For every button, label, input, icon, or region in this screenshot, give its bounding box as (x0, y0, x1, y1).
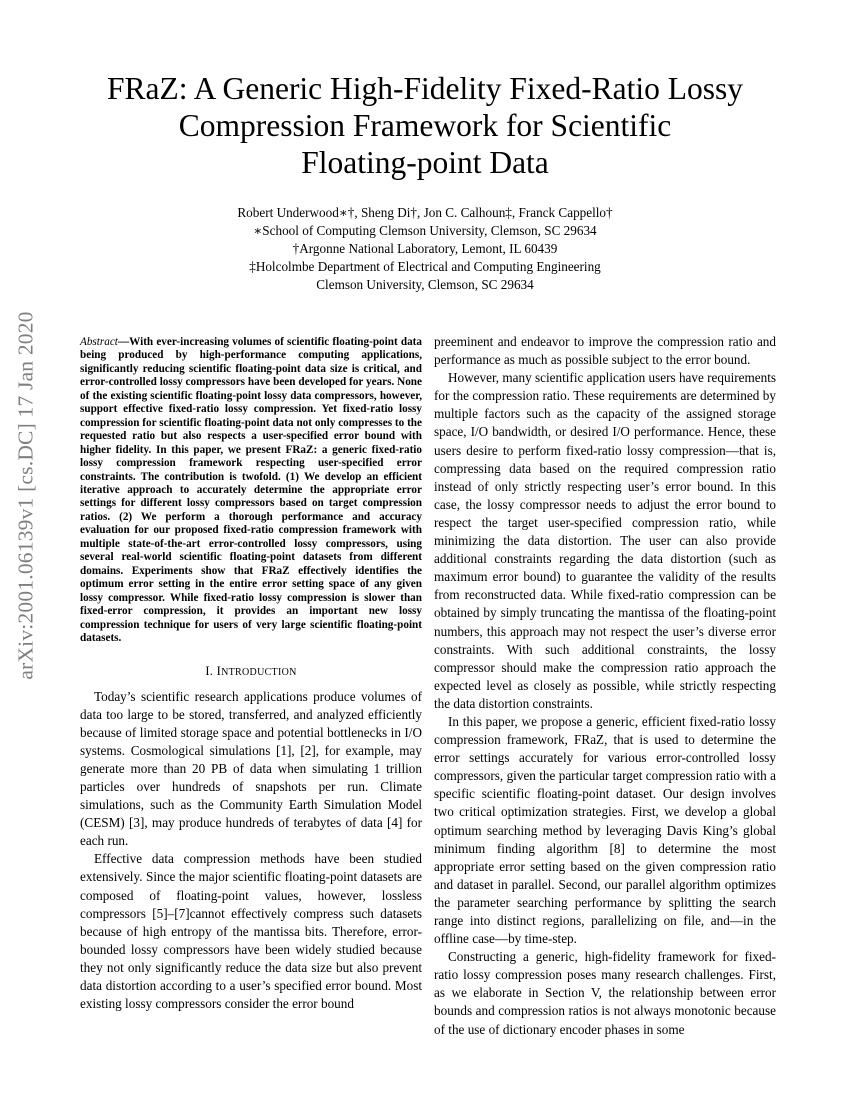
body-paragraph: Today’s scientific research applications produce volumes of data too large to be stored, transferred, and analyzed efficiently because of limited storage space and potential bottlenecks in I/O systems. Cosmological simulations [1], [2], for example, may generate more than 20 PB of data when simulating 1 trillion particles over hundreds of snapshots per run. Climate simulations, such as the Community Earth Simulation Model (CESM) [3], may produce hundreds of terabytes of data [4] for each run. (80, 688, 422, 849)
title-line: Compression Framework for Scientific (178, 108, 672, 143)
affiliation-line: ∗School of Computing Clemson University, Clemson, SC 29634 (253, 223, 597, 238)
left-column (80, 336, 422, 1013)
section-title-rest: NTRODUCTION (221, 667, 297, 679)
abstract-text: —With ever-increasing volumes of scientific floating-point data being produced by high-performance computing applications, significantly reducing scientific floating-point data size is critical, and error-controlled lossy compressors have been developed for years. None of the existing scientific floating-point lossy data compressors, however, support effective fixed-ratio lossy compression. Yet fixed-ratio lossy compression for scientific floating-point data not only compresses to the requested ratio but also respects a user-specified error bound with higher fidelity. In this paper, we present FRaZ: a generic fixed-ratio lossy compression framework respecting user-specified error constraints. The contribution is twofold. (1) We develop an efficient iterative approach to accurately determine the appropriate error settings for different lossy compressors based on target compression ratios. (2) We perform a thorough performance and accuracy evaluation for our proposed fixed-ratio compression framework with multiple state-of-the-art error-controlled lossy compressors, using several real-world scientific floating-point datasets from different domains. Experiments show that FRaZ effectively identifies the optimum error setting in the entire error setting space of any given lossy compressor. While fixed-ratio lossy compression is slower than fixed-error compression, it provides an important new lossy compression technique for users of very large scientific floating-point datasets. (80, 336, 422, 644)
right-column (434, 333, 776, 1039)
section-number: I. (205, 664, 217, 679)
paper-title (60, 70, 790, 181)
section-title-initial: I (216, 664, 222, 679)
abstract-label: Abstract (80, 336, 118, 348)
body-paragraph: Effective data compression methods have been studied extensively. Since the major scientific floating-point datasets are composed of floating-point values, however, lossless compressors [5]–[7]cannot effectively compress such datasets because of high entropy of the mantissa bits. Therefore, error-bounded lossy compressors have been widely studied because they not only significantly reduce the data size but also prevent data distortion according to a user’s specified error bound. Most existing lossy compressors consider the error bound (80, 851, 422, 1012)
arxiv-identifier: arXiv:2001.06139v1 [cs.DC] 17 Jan 2020 (13, 310, 38, 680)
body-paragraph: In this paper, we propose a generic, efficient fixed-ratio lossy compression framework, FRaZ, that is used to determine the error settings accurately for various error-controlled lossy compressors, given the particular target compression ratio with a specific scientific floating-point dataset. Our design involves two critical optimization strategies. First, we develop a global optimum searching method by leveraging Davis King’s global minimum finding algorithm [8] to determine the most appropriate error setting based on the given compression ratio and dataset in parallel. Second, our parallel algorithm optimizes the parameter searching performance by splitting the search range into distinct regions, parallelizing on file, and—in the offline case—by time-step. (434, 713, 776, 947)
abstract (80, 336, 422, 645)
section-heading-introduction (80, 662, 422, 682)
author-list: Robert Underwood∗†, Sheng Di†, Jon C. Calhoun‡, Franck Cappello† (237, 205, 613, 220)
body-paragraph: However, many scientific application users have requirements for the compression ratio. These requirements are determined by multiple factors such as the capacity of the assigned storage space, I/O bandwidth, or desired I/O performance. Hence, these users desire to perform fixed-ratio lossy compression—that is, compressing data based on the required compression ratio instead of only strictly respecting user’s error bound. In this case, the lossy compressor needs to adjust the error bound to respect the target user-specified compression ratio, while minimizing the data distortion. The user can also provide additional constraints regarding the data distortion (such as maximum error bound) to guarantee the validity of the results from reconstructed data. While fixed-ratio compression can be obtained by simply truncating the mantissa of the floating-point numbers, this approach may not respect the user’s diverse error constraints. With such additional constraints, the lossy compressor should make the compression ratio approach the expected level as closely as possible, while strictly respecting the data distortion constraints. (434, 370, 776, 711)
title-line: Floating-point Data (301, 145, 549, 180)
affiliation-line: Clemson University, Clemson, SC 29634 (316, 277, 534, 292)
title-line: FRaZ: A Generic High-Fidelity Fixed-Ratio Lossy (106, 71, 744, 106)
affiliation-line: †Argonne National Laboratory, Lemont, IL 60439 (292, 241, 558, 256)
body-paragraph: Constructing a generic, high-fidelity framework for fixed-ratio lossy compression poses many research challenges. First, as we elaborate in Section V, the relationship between error bounds and compression ratios is not always monotonic because of the use of dictionary encoder phases in some (434, 949, 776, 1037)
author-block (60, 204, 790, 294)
arxiv-sidebar (8, 295, 44, 695)
body-paragraph: preeminent and endeavor to improve the compression ratio and performance as much as possible subject to the error bound. (434, 334, 776, 368)
affiliation-line: ‡Holcolmbe Department of Electrical and Computing Engineering (249, 259, 601, 274)
